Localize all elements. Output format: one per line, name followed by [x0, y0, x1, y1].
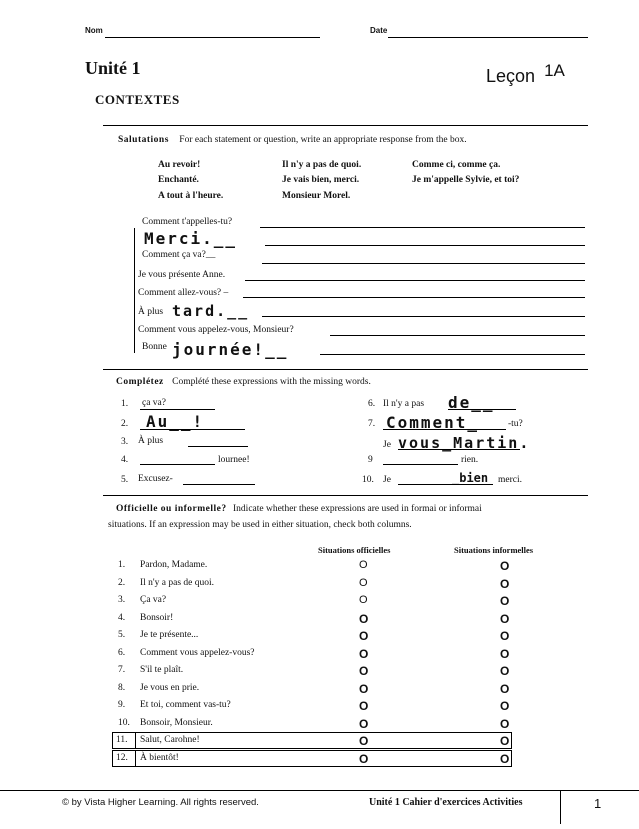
lecon-number: 1A [544, 61, 565, 80]
section-divider [103, 369, 588, 370]
officielle-checkbox[interactable]: O [359, 646, 369, 661]
answer-line[interactable] [383, 429, 506, 430]
informelle-checkbox[interactable]: O [500, 576, 510, 591]
informelle-checkbox[interactable]: O [500, 611, 510, 626]
section-divider [103, 495, 588, 496]
item-text: À plus [138, 436, 164, 446]
answer-line[interactable] [245, 280, 585, 281]
box-item: Il n'y a pas de quoi. [282, 160, 362, 170]
informelle-checkbox[interactable]: O [500, 699, 510, 713]
row-expression: Ça va? [140, 595, 167, 605]
box-item: Monsieur Morel. [282, 191, 351, 201]
officielle-instruction-text: Indicate whether these expressions are used in formai or informai [233, 504, 482, 514]
item-text: lournee! [218, 455, 250, 465]
completez-instruction-text: Complété these expressions with the missing words. [172, 377, 371, 387]
answer-line[interactable] [188, 446, 248, 447]
row-number: 5. [118, 630, 126, 640]
row-number: 11. [116, 735, 128, 745]
footer-divider [0, 790, 639, 791]
row-number: 6. [118, 647, 126, 658]
salutation-prompt: Comment allez-vous? – [138, 288, 229, 298]
handwritten-answer: Au__! [146, 412, 205, 431]
answer-line[interactable] [140, 464, 215, 465]
nom-field[interactable] [105, 37, 320, 38]
informelle-checkbox[interactable]: O [500, 716, 510, 731]
answer-line[interactable] [262, 316, 585, 317]
informelle-checkbox[interactable]: O [500, 646, 510, 661]
officielle-checkbox[interactable]: O [359, 734, 369, 748]
date-label: Date [370, 26, 388, 35]
salutations-instruction-text: For each statement or question, write an appropriate response from the box. [179, 135, 467, 145]
informelle-checkbox[interactable]: O [500, 559, 510, 573]
informelle-checkbox[interactable]: O [500, 681, 510, 696]
officielle-instruction-text-2: situations. If an expression may be used in either situation, check both columns. [108, 520, 412, 530]
item-number: 9 [368, 455, 373, 465]
salutation-prompt: Bonne [142, 342, 167, 352]
answer-line[interactable] [398, 449, 520, 450]
row-divider [135, 732, 136, 749]
row-number: 1. [118, 560, 126, 570]
item-text: rien. [461, 455, 479, 465]
answer-line[interactable] [140, 409, 215, 410]
item-number: 4. [121, 455, 129, 465]
box-item: Je vais bien, merci. [282, 175, 360, 185]
box-item: A tout à l'heure. [158, 191, 224, 201]
section-divider [103, 125, 588, 126]
answer-line[interactable] [330, 335, 585, 336]
answer-line[interactable] [265, 245, 585, 246]
handwritten-answer: de__ [448, 393, 495, 412]
item-number: 2. [121, 419, 129, 429]
officielle-checkbox[interactable]: O [359, 594, 368, 606]
answer-line[interactable] [262, 263, 585, 264]
answer-line[interactable] [260, 227, 585, 228]
row-number: 2. [118, 577, 126, 588]
salutations-instructions [118, 135, 467, 145]
officielle-checkbox[interactable]: O [359, 664, 369, 678]
handwritten-answer: vous_Martin. [398, 434, 531, 452]
item-text: Excusez- [138, 474, 173, 484]
officielle-checkbox[interactable]: O [359, 751, 369, 766]
informelle-checkbox[interactable]: O [500, 734, 510, 748]
row-number: 3. [118, 595, 126, 605]
informelle-checkbox[interactable]: O [500, 751, 510, 766]
section-title: CONTEXTES [95, 92, 180, 107]
item-text: merci. [498, 475, 523, 485]
row-number: 4. [118, 612, 126, 623]
item-number: 5. [121, 475, 129, 485]
lecon-word: Leçon [486, 66, 536, 86]
salutation-prompt: Je vous présente Anne. [138, 270, 226, 280]
book-title: Unité 1 Cahier d'exercices Activities [369, 797, 523, 808]
completez-heading: Complétez [116, 377, 164, 387]
unit-title: Unité 1 [85, 58, 141, 78]
row-expression: Comment vous appelez-vous? [140, 647, 255, 658]
row-number: 9. [118, 700, 126, 710]
officielle-instructions [116, 504, 596, 514]
informelle-checkbox[interactable]: O [500, 664, 510, 678]
handwritten-answer: Comment_ [386, 413, 480, 432]
row-number: 8. [118, 682, 126, 693]
row-expression: Je vous en prie. [140, 682, 200, 693]
officielle-checkbox[interactable]: O [359, 559, 368, 571]
box-item: Enchanté. [158, 175, 199, 185]
answer-line[interactable] [383, 464, 458, 465]
answer-line[interactable] [398, 484, 493, 485]
col-header-informelles: Situations informelles [454, 545, 534, 555]
row-number: 7. [118, 665, 126, 675]
officielle-heading: Officielle ou informelle? [116, 504, 227, 514]
row-expression: Je te présente... [140, 630, 199, 640]
copyright: © by Vista Higher Learning. All rights reserved. [62, 797, 259, 808]
margin-bar [134, 228, 135, 353]
officielle-checkbox[interactable]: O [359, 681, 369, 696]
item-text: Il n'y a pas [383, 399, 425, 409]
completez-instructions [116, 377, 371, 387]
date-field[interactable] [388, 37, 588, 38]
handwritten-answer: journée!__ [172, 340, 289, 359]
salutation-prompt: Comment vous appelez-vous, Monsieur? [138, 325, 294, 335]
col-header-officielles: Situations officielles [318, 545, 391, 555]
nom-label: Nom [85, 26, 103, 35]
handwritten-answer: tard.__ [172, 302, 250, 320]
salutation-prompt: Comment t'appelles-tu? [142, 217, 233, 227]
answer-line[interactable] [320, 354, 585, 355]
item-number: 10. [362, 475, 374, 485]
lecon-label [486, 61, 565, 87]
officielle-checkbox[interactable]: O [359, 699, 369, 713]
row-number: 12. [116, 752, 128, 763]
row-expression: Bonsoir! [140, 612, 174, 623]
item-number: 1. [121, 399, 129, 409]
informelle-checkbox[interactable]: O [500, 594, 510, 608]
row-expression: S'il te plaît. [140, 665, 184, 675]
answer-line[interactable] [183, 484, 255, 485]
row-expression: Il n'y a pas de quoi. [140, 577, 215, 588]
item-text: -tu? [508, 419, 523, 429]
handwritten-answer: _bien [452, 471, 489, 485]
salutation-prompt: À plus [138, 307, 164, 317]
row-expression: À bientôt! [140, 752, 179, 763]
row-expression: Bonsoir, Monsieur. [140, 717, 213, 728]
handwritten-answer: Merci.__ [144, 229, 238, 248]
informelle-checkbox[interactable]: O [500, 629, 510, 643]
salutation-prompt: Comment ça va?__ [142, 250, 216, 260]
footer-separator [560, 790, 561, 824]
page-number: 1 [594, 796, 602, 811]
officielle-checkbox[interactable]: O [359, 629, 369, 643]
box-item: Je m'appelle Sylvie, et toi? [412, 175, 520, 185]
row-expression: Salut, Carohne! [140, 735, 200, 745]
item-number: 7. [368, 419, 376, 429]
officielle-checkbox[interactable]: O [359, 611, 369, 626]
answer-line[interactable] [243, 297, 585, 298]
item-number: 6. [368, 399, 376, 409]
row-expression: Et toi, comment vas-tu? [140, 700, 231, 710]
item-number: 3. [121, 437, 129, 447]
answer-line[interactable] [140, 429, 245, 430]
answer-line[interactable] [448, 409, 516, 410]
officielle-checkbox[interactable]: O [359, 716, 369, 731]
row-divider [135, 750, 136, 767]
row-number: 10. [118, 717, 130, 728]
item-text: Je [383, 475, 391, 485]
item-text: Je [383, 440, 391, 450]
box-item: Au revoir! [158, 160, 201, 170]
row-expression: Pardon, Madame. [140, 560, 208, 570]
officielle-checkbox[interactable]: O [359, 576, 368, 589]
box-item: Comme ci, comme ça. [412, 160, 501, 170]
salutations-heading: Salutations [118, 135, 169, 145]
item-text: ça va? [142, 398, 166, 408]
